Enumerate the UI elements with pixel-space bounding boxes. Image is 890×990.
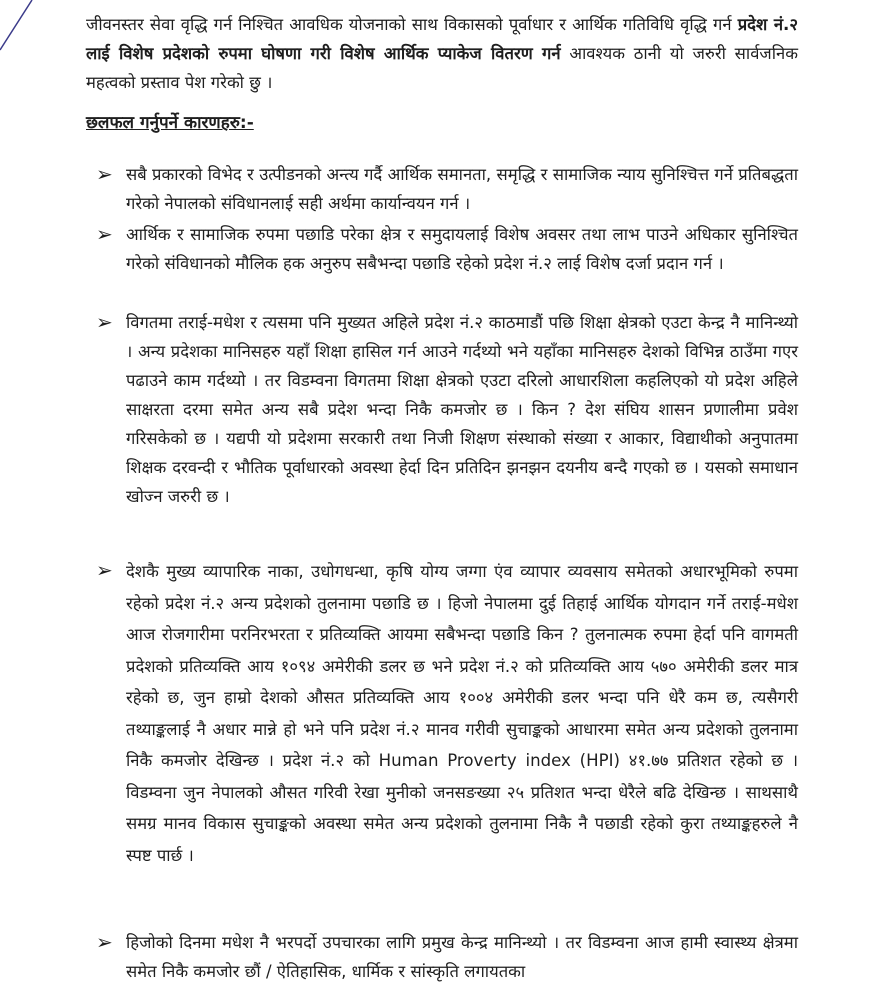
list-item-text: आर्थिक र सामाजिक रुपमा पछाडि परेका क्षेत्र र समुदायलाई विशेष अवसर तथा लाभ पाउने अधिकार सुनिश्चित गरेको संविधानको मौलिक हक अनुरुप सबैभन्दा पछाडि रहेको प्रदेश नं.२ लाई विशेष दर्जा प्रदान गर्न । [126,225,798,273]
list-item-text: देशकै मुख्य व्यापारिक नाका, उधोगधन्धा, कृषि योग्य जग्गा एंव व्यापार व्यवसाय समेतको अधारभूमिको रुपमा रहेको प्रदेश नं.२ अन्य प्रदेशको तुलनामा पछाडि छ । हिजो नेपालमा दुई तिहाई आर्थिक योगदान गर्ने तराई-मधेश आज रोजगारीमा परनिरभरता र प्रतिव्यक्ति आयमा सबैभन्दा पछाडि किन ? तुलनात्मक रुपमा हेर्दा पनि वागमती प्रदेशको प्रतिव्यक्ति आय १०९४ अमेरीकी डलर छ भने प्रदेश नं.२ को प्रतिव्यक्ति आय ५७० अमेरीकी डलर मात्र रहेको छ, जुन हाम्रो देशको औसत प्रतिव्यक्ति आय १००४ अमेरीकी डलर भन्दा पनि धेरै कम छ, त्यसैगरी तथ्याङ्कलाई नै अधार मान्ने हो भने पनि प्रदेश नं.२ मानव गरीवी सुचाङ्कको आधारमा समेत अन्य प्रदेशको तुलनामा निकै कमजोर देखिन्छ । प्रदेश नं.२ को Human Proverty index (HPI) ४१.७७ प्रतिशत रहेको छ । विडम्वना जुन नेपालको औसत गरिवी रेखा मुनीको जनसङख्या २५ प्रतिशत भन्दा धेरैले बढि देखिन्छ । साथसाथै समग्र मानव विकास सुचाङ्कको अवस्था समेत अन्य प्रदेशको तुलनामा निकै नै पछाडी रहेको कुरा तथ्याङ्कहरुले नै स्पष्ट पार्छ । [126,562,798,865]
list-item [96,160,798,218]
bullet-arrow-icon: ➢ [96,310,113,334]
page-corner-line [0,0,60,60]
intro-text-start: जीवनस्तर सेवा वृद्धि गर्न निश्चित आवधिक योजनाको साथ विकासको पूर्वाधार र आर्थिक गतिविधि वृद्धि गर्न [86,15,732,34]
section-heading: छलफल गर्नुपर्ने कारणहरु:- [86,113,254,133]
intro-bold-proposal: प्रदेश नं.२ लाई विशेष प्रदेशको रुपमा घोषणा गरी विशेष आर्थिक प्याकेज वितरण गर्न [86,15,798,63]
list-item-text: सबै प्रकारको विभेद र उत्पीडनको अन्त्य गर्दै आर्थिक समानता, समृद्धि र सामाजिक न्याय सुनिश्चित्त गर्ने प्रतिबद्धता गरेको नेपालको संविधानलाई सही अर्थमा कार्यान्वयन गर्न । [126,165,798,213]
list-item-text: हिजोको दिनमा मधेश नै भरपर्दो उपचारका लागि प्रमुख केन्द्र मानिन्थ्यो । तर विडम्वना आज हामी स्वास्थ्य क्षेत्रमा समेत निकै कमजोर छौं / ऐतिहासिक, धार्मिक र सांस्कृति लगायतका [126,933,798,981]
list-item [96,308,798,511]
bullet-arrow-icon: ➢ [96,558,113,582]
list-item [96,928,798,986]
bullet-arrow-icon: ➢ [96,930,113,954]
bullet-arrow-icon: ➢ [96,222,113,246]
bullet-arrow-icon: ➢ [96,162,113,186]
list-item [96,220,798,278]
intro-text-end: आवश्यक ठानी यो जरुरी सार्वजनिक महत्वको प्रस्ताव पेश गरेको छु । [86,44,798,92]
list-item-text: विगतमा तराई-मधेश र त्यसमा पनि मुख्यत अहिले प्रदेश नं.२ काठमाडौं पछि शिक्षा क्षेत्रको एउटा केन्द्र नै मानिन्थ्यो । अन्य प्रदेशका मानिसहरु यहाँ शिक्षा हासिल गर्न आउने गर्दथ्यो भने यहाँका मानिसहरु देशको विभिन्न ठाउँमा गएर पढाउने काम गर्दथ्यो । तर विडम्वना विगतमा शिक्षा क्षेत्रको एउटा दरिलो आधारशिला कहलिएको यो प्रदेश अहिले साक्षरता दरमा समेत अन्य सबै प्रदेश भन्दा निकै कमजोर छ । किन ? देश संघिय शासन प्रणालीमा प्रवेश गरिसकेको छ । यद्यपी यो प्रदेशमा सरकारी तथा निजी शिक्षण संस्थाको संख्या र आकार, विद्याथीको अनुपातमा शिक्षक दरवन्दी र भौतिक पूर्वाधारको अवस्था हेर्दा दिन प्रतिदिन झनझन दयनीय बन्दै गएको छ । यसको समाधान खोज्न जरुरी छ । [126,313,798,506]
list-item [96,556,798,871]
intro-paragraph [86,10,798,97]
